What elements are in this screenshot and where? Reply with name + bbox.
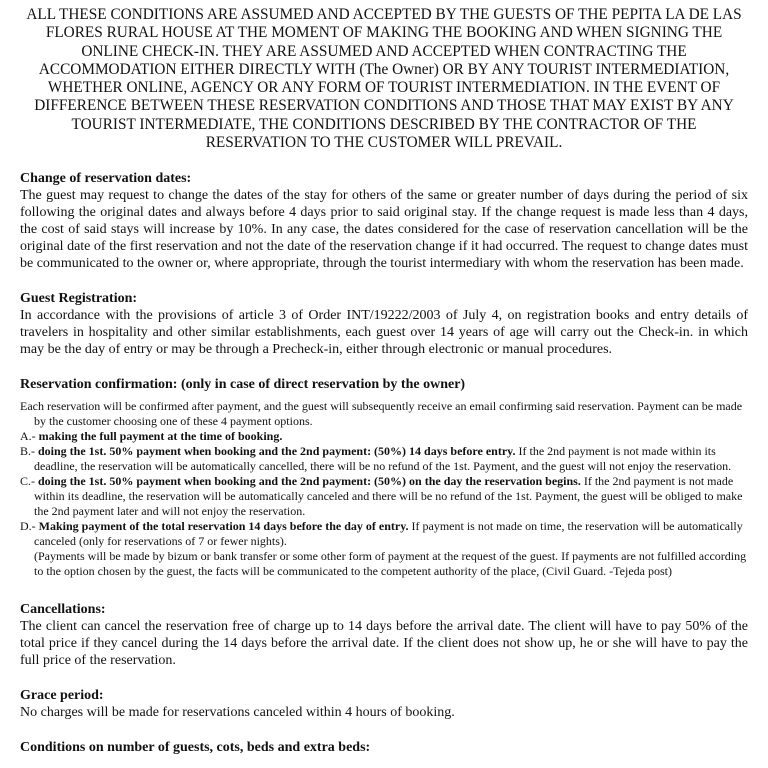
confirmation-intro: Each reservation will be confirmed after payment, and the guest will subsequently receive an email confirming said reservation. Payment can be made by the customer choosing one of these 4 payment options. <box>20 399 743 429</box>
section-body: In accordance with the provisions of article 3 of Order INT/19222/2003 of July 4, on registration books and entry details of travelers in hospitality and other similar establishments, each guest over 14 years of age will carry out the Check-in. in which may be the day of entry or may be through a Precheck-in, either through electronic or manual procedures. <box>20 308 748 358</box>
section-change-dates <box>20 170 748 272</box>
option-text: If the 2nd payment is not made within its deadline, the reservation will be automatically canceled and there will be no refund of the 1st. Payment, the guest will be obliged to make the 2nd payment later and will not enjoy the reservation. <box>34 474 743 519</box>
section-grace-period <box>20 687 748 721</box>
option-bold-text: Making payment of the total reservation 14 days before the day of entry. <box>38 519 409 534</box>
option-bold-text: doing the 1st. 50% payment when booking and the 2nd payment: (50%) on the day the reservation begins. <box>38 474 581 489</box>
section-body: The client can cancel the reservation free of charge up to 14 days before the arrival date. The client will have to pay 50% of the total price if they cancel during the 14 days before the arrival date. If the client does not show up, he or she will have to pay the full price of the reservation. <box>20 619 748 669</box>
section-heading: Grace period: <box>20 688 104 704</box>
option-letter: B.- <box>20 444 35 459</box>
payment-option-c <box>20 474 748 519</box>
option-bold-text: doing the 1st. 50% payment when booking and the 2nd payment: (50%) 14 days before entry. <box>38 444 516 459</box>
section-heading: Reservation confirmation: (only in case of direct reservation by the owner) <box>20 377 466 393</box>
option-letter: C.- <box>20 474 35 489</box>
option-bold-text: making the full payment at the time of booking. <box>38 429 283 444</box>
section-guest-registration <box>20 290 748 358</box>
option-text: If payment is not made on time, the reservation will be automatically canceled (only for reservations of 7 or fewer nights). <box>34 519 743 549</box>
section-cancellations <box>20 601 748 669</box>
option-text: If the 2nd payment is not made within its deadline, the reservation will be automatically cancelled, there will be no refund of the 1st. Payment, and the guest will not enjoy the reservation. <box>34 444 732 474</box>
section-body: The guest may request to change the dates of the stay for others of the same or greater number of days during the period of six following the original dates and always before 4 days prior to said original stay. If the change request is made less than 4 days, the cost of said stays will increase by 10%. In any case, the dates considered for the case of reservation cancellation will be the original date of the first reservation and not the date of the reservation change if it had occurred. The request to change dates must be communicated to the owner or, where appropriate, through the tourist intermediary with whom the reservation has been made. <box>20 188 748 272</box>
section-reservation-confirmation <box>20 376 748 579</box>
section-heading: Conditions on number of guests, cots, beds and extra beds: <box>20 740 371 756</box>
payment-note: (Payments will be made by bizum or bank transfer or some other form of payment at the request of the guest. If payments are not fulfilled according to the option chosen by the guest, the facts will be communicated to the competent authority of the place, (Civil Guard. -Tejeda post) <box>34 549 747 579</box>
section-heading: Cancellations: <box>20 602 106 618</box>
section-heading: Change of reservation dates: <box>20 171 192 187</box>
section-body: No charges will be made for reservations canceled within 4 hours of booking. <box>20 705 455 721</box>
intro-notice: ALL THESE CONDITIONS ARE ASSUMED AND ACCEPTED BY THE GUESTS OF THE PEPITA LA DE LAS FLORES RURAL HOUSE AT THE MOMENT OF MAKING THE BOOKING AND WHEN SIGNING THE ONLINE CHECK-IN. THEY ARE ASSUMED AND ACCEPTED WHEN CONTRACTING THE ACCOMMODATION EITHER DIRECTLY WITH (The Owner) OR BY ANY TOURIST INTERMEDIATION, WHETHER ONLINE, AGENCY OR ANY FORM OF TOURIST INTERMEDIATION. IN THE EVENT OF DIFFERENCE BETWEEN THESE RESERVATION CONDITIONS AND THOSE THAT MAY EXIST BY ANY TOURIST INTERMEDIATE, THE CONDITIONS DESCRIBED BY THE CONTRACTOR OF THE RESERVATION TO THE CUSTOMER WILL PREVAIL. <box>26 6 742 152</box>
payment-option-d <box>20 519 748 549</box>
option-letter: D.- <box>20 519 36 534</box>
payment-option-b <box>20 444 748 474</box>
section-heading: Guest Registration: <box>20 291 138 307</box>
payment-option-a <box>20 429 748 444</box>
section-conditions <box>20 739 748 756</box>
option-letter: A.- <box>20 429 36 444</box>
